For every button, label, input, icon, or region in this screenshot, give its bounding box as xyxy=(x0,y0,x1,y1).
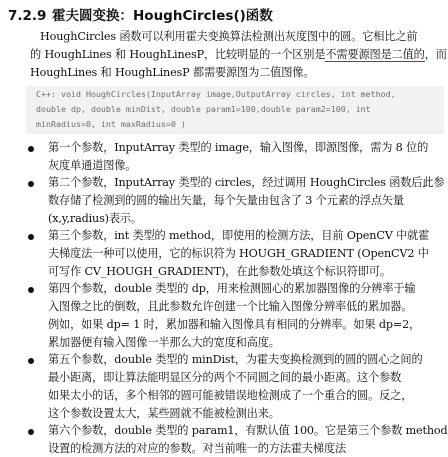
intro-line-1: HoughCircles 函数可以利用霍夫变换算法检测出灰度图中的圆。它相比之前 xyxy=(40,30,418,43)
bullet-marker xyxy=(28,287,34,293)
bullet-marker xyxy=(28,429,34,435)
param-4-line-3: 例如，如果 dp= 1 时，累加器和输入图像具有相同的分辨率。如果 dp=2， xyxy=(48,318,421,331)
param-5-line-1: 第五个参数，double 类型的 minDist，为霍夫变换检测到的圆的圆心之间的 xyxy=(48,353,423,366)
param-4-line-2: 入图像之比的倒数，且此参数允许创建一个比输入图像分辨率低的累加器。 xyxy=(48,300,413,313)
param-2-line-3: (x,y,radius)表示。 xyxy=(48,212,143,225)
intro-line-3: HoughLines 和 HoughLinesP 都需要源图为二值图像。 xyxy=(30,66,315,79)
code-line-1: C++: void HoughCircles(InputArray image,OutputArray circles, int method, xyxy=(36,89,396,99)
param-3-line-2: 夫梯度法一种可以使用，它的标识符为 HOUGH_GRADIENT (OpenCV2 中 xyxy=(48,247,429,260)
section-title: 霍夫圆变换：HoughCircles()函数 xyxy=(52,8,273,24)
section-number: 7.2.9 xyxy=(8,8,47,24)
param-3-line-1: 第三个参数，int 类型的 method，即使用的检测方法，目前 OpenCV 中就霍 xyxy=(48,229,430,242)
param-5-line-3: 如果太小的话，多个相邻的圆可能被错误地检测成了一个重合的圆。反之， xyxy=(48,389,413,402)
param-6-line-1: 第六个参数，double 类型的 param1，有默认值 100。它是第三个参数 method xyxy=(48,424,448,437)
section-heading xyxy=(8,6,440,26)
param-3-line-3: 可写作 CV_HOUGH_GRADIENT)，在此参数处填这个标识符即可。 xyxy=(48,265,391,278)
code-line-2: double dp, double minDist, double param1=100,double param2=100, int xyxy=(36,104,371,114)
param-4-line-4: 累加器便有输入图像一半那么大的宽度和高度。 xyxy=(48,336,280,349)
bullet-marker xyxy=(28,234,34,240)
intro-line-2-start: 的 HoughLines 和 HoughLinesP，比较明显的一个区别是 xyxy=(30,48,326,61)
code-block xyxy=(26,86,444,134)
param-1-line-1: 第一个参数，InputArray 类型的 image，输入图像，即源图像，需为 8 位的 xyxy=(48,141,429,154)
param-2-line-2: 数存储了检测到的圆的输出矢量，每个矢量由包含了 3 个元素的浮点矢量 xyxy=(48,194,404,207)
param-6-line-2: 设置的检测方法的对应的参数。对当前唯一的方法霍夫梯度法 xyxy=(48,442,347,455)
code-line-3: minRadius=0, int maxRadius=0 ) xyxy=(36,119,186,129)
param-5-line-2: 最小距离，即让算法能明显区分的两个不同圆之间的最小距离。这个参数 xyxy=(48,371,402,384)
param-4-line-1: 第四个参数，double 类型的 dp，用来检测圆心的累加器图像的分辨率于输 xyxy=(48,282,416,295)
bullet-marker xyxy=(28,358,34,364)
intro-line-2-end: ，而 xyxy=(424,48,447,61)
red-underlined-phrase: 不需要源图是二值的 xyxy=(325,48,425,61)
param-5-line-4: 这个参数设置太大，某些圆就不能被检测出来。 xyxy=(48,407,280,420)
bullet-marker xyxy=(28,146,34,152)
intro-line-2 xyxy=(30,47,447,63)
param-1-line-2: 灰度单通道图像。 xyxy=(48,159,137,172)
bullet-marker xyxy=(28,181,34,187)
param-2-line-1: 第二个参数，InputArray 类型的 circles，经过调用 HoughCircles 函数后此参 xyxy=(48,176,445,189)
